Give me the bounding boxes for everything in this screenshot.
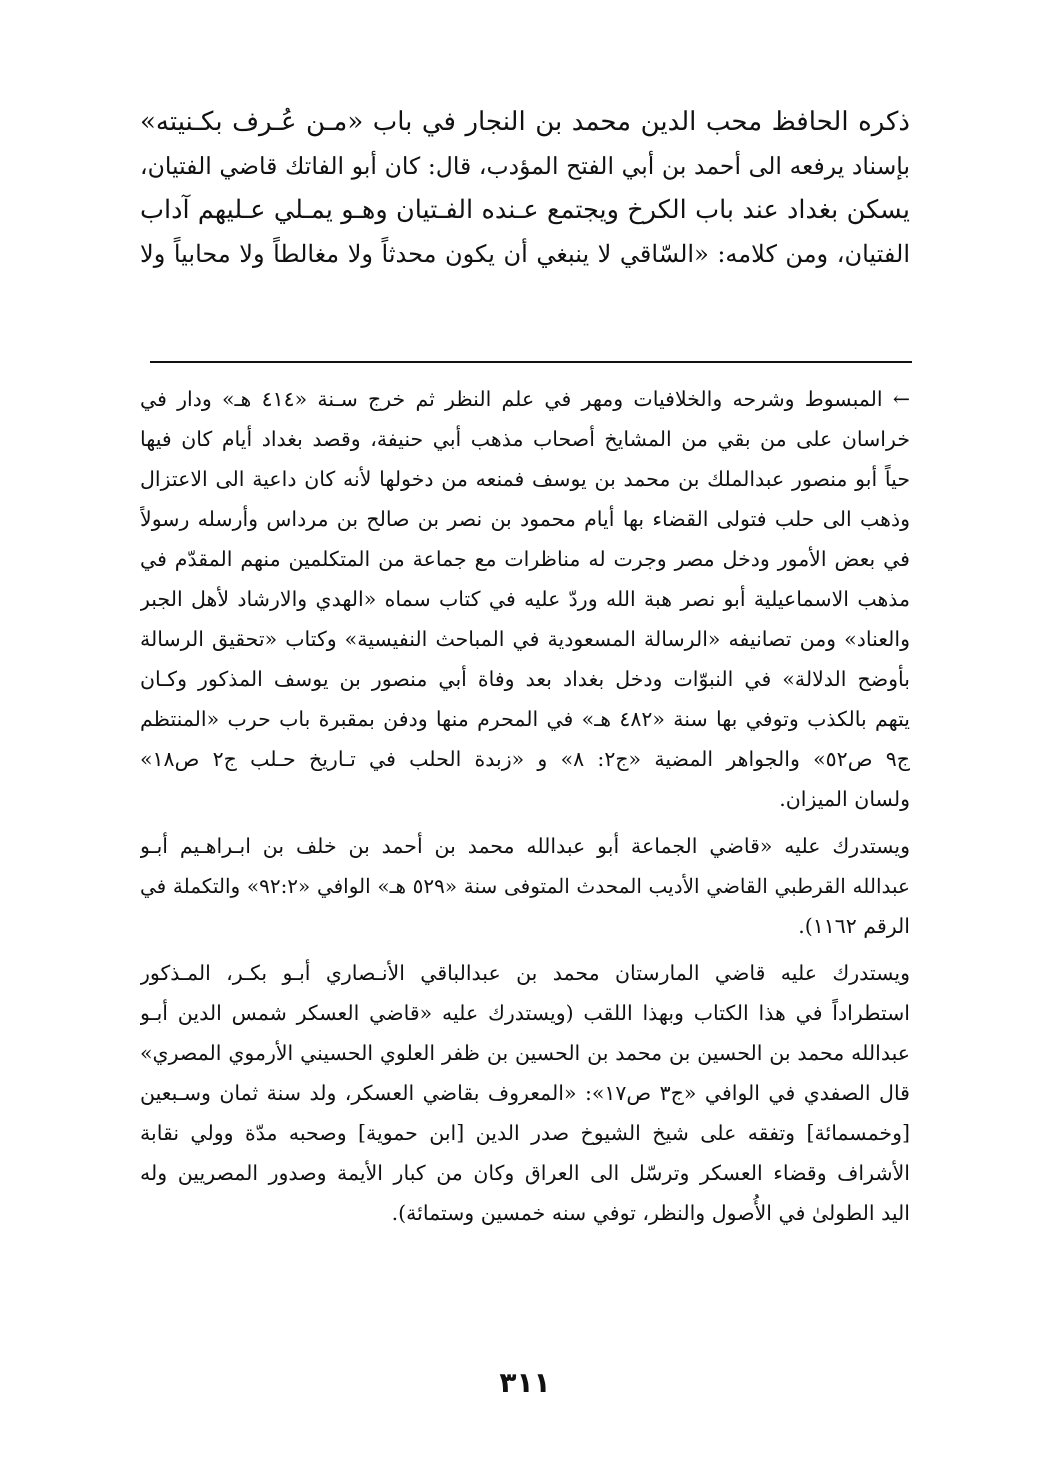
footnote-line: عبدالله محمد بن الحسين بن محمد بن الحسين بن ظفر العلوي الحسيني الأرموي المصري» bbox=[140, 1041, 910, 1065]
footnote-line: الأشراف وقضاء العسكر وترسّل الى العراق وكان من كبار الأيمة وصدور المصريين وله bbox=[140, 1161, 910, 1185]
main-text-line: يسكن بغداد عند باب الكرخ ويجتمع عـنده الفـتيان وهـو يمـلي عـليهم آداب bbox=[140, 195, 910, 225]
footnote-line: استطراداً في هذا الكتاب وبهذا اللقب (ويستدرك عليه «قاضي العسكر شمس الدين أبـو bbox=[140, 1001, 910, 1025]
main-text-line: الفتيان، ومن كلامه: «السّاقي لا ينبغي أن يكون محدثاً ولا مغالطاً ولا محابياً ولا bbox=[140, 240, 910, 268]
footnote-line: في بعض الأمور ودخل مصر وجرت له مناظرات مع جماعة من المتكلمين منهم المقدّم في bbox=[140, 547, 910, 571]
footnote-line: خراسان على من بقي من المشايخ أصحاب مذهب أبي حنيفة، وقصد بغداد أيام كان فيها bbox=[140, 427, 910, 451]
main-text-line: بإسناد يرفعه الى أحمد بن أبي الفتح المؤدب، قال: كان أبو الفاتك قاضي الفتيان، bbox=[140, 152, 910, 180]
footnote-line: والعناد» ومن تصانيفه «الرسالة المسعودية في المباحث النفيسية» وكتاب «تحقيق الرسالة bbox=[140, 627, 910, 651]
footnote-line: وذهب الى حلب فتولى القضاء بها أيام محمود بن نصر بن صالح بن مرداس وأرسله رسولاً bbox=[140, 507, 910, 531]
footnote-paragraph bbox=[140, 379, 910, 819]
footnote-line: الرقم ١١٦٢). bbox=[798, 914, 910, 938]
main-text bbox=[140, 100, 910, 276]
footnote-line: ج٩ ص٥٢» والجواهر المضية «ج٢: ٨» و «زبدة الحلب في تـاريخ حـلب ج٢ ص١٨» bbox=[140, 747, 910, 771]
footnote-line: اليد الطولىٰ في الأُصول والنظر، توفي سنه خمسين وستمائة). bbox=[391, 1201, 910, 1225]
footnote-line: بأوضح الدلالة» في النبوّات ودخل بغداد بعد وفاة أبي منصور بن يوسف المذكور وكـان bbox=[140, 667, 910, 691]
paragraph-gap bbox=[140, 819, 910, 826]
footnotes bbox=[140, 379, 910, 1233]
footnote-line: ← المبسوط وشرحه والخلافيات ومهر في علم النظر ثم خرج سـنة «٤١٤ هـ» ودار في bbox=[140, 387, 910, 411]
footnote-paragraph bbox=[140, 826, 910, 946]
footnote-line: ويستدرك عليه «قاضي الجماعة أبو عبدالله محمد بن أحمد بن خلف بن ابـراهـيم أبـو bbox=[140, 834, 910, 858]
footnote-line: قال الصفدي في الوافي «ج٣ ص١٧»: «المعروف بقاضي العسكر، ولد سنة ثمان وسـبعين bbox=[140, 1081, 910, 1105]
paragraph-gap bbox=[140, 946, 910, 953]
footnote-line: ويستدرك عليه قاضي المارستان محمد بن عبدالباقي الأنـصاري أبـو بكـر، المـذكور bbox=[140, 961, 910, 985]
footnote-line: مذهب الاسماعيلية أبو نصر هبة الله وردّ عليه في كتاب سماه «الهدي والارشاد لأهل الجبر bbox=[140, 587, 910, 611]
footnote-line: يتهم بالكذب وتوفي بها سنة «٤٨٢ هـ» في المحرم منها ودفن بمقبرة باب حرب «المنتظم bbox=[140, 707, 910, 731]
page-number: ٣١١ bbox=[499, 1366, 551, 1399]
footnote-line: ولسان الميزان. bbox=[779, 787, 910, 811]
footnote-separator bbox=[150, 361, 912, 363]
footnote-paragraph bbox=[140, 953, 910, 1233]
footnote-line: حياً أبو منصور عبدالملك بن محمد بن يوسف فمنعه من دخولها لأنه كان داعية الى الاعتزال bbox=[140, 467, 910, 491]
footnote-line: عبدالله القرطبي القاضي الأديب المحدث المتوفى سنة «٥٢٩ هـ» الوافي «٩٢:٢» والتكملة في bbox=[140, 874, 910, 898]
main-text-line: ذكره الحافظ محب الدين محمد بن النجار في باب «مـن عُـرف بكـنيته» bbox=[140, 107, 910, 137]
footnote-line: [وخمسمائة] وتفقه على شيخ الشيوخ صدر الدين [ابن حموية] وصحبه مدّة وولي نقابة bbox=[140, 1121, 910, 1145]
